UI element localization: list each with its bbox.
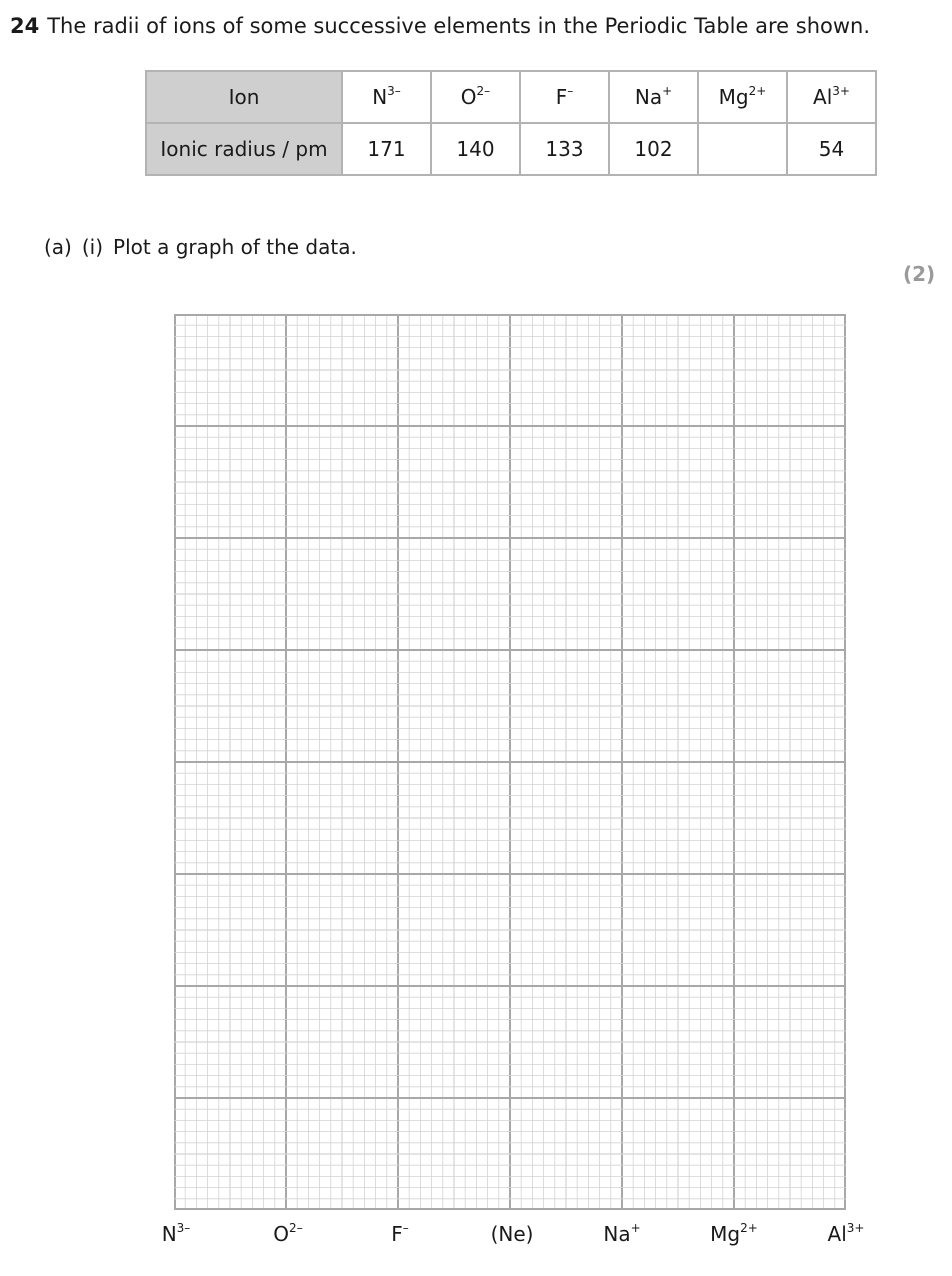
part-a-i xyxy=(44,233,367,261)
x-label-o: $O^{2-}$ xyxy=(273,1221,303,1246)
question-text xyxy=(10,12,870,40)
graph-grid[interactable] xyxy=(174,314,846,1210)
radius-cell: 171 xyxy=(342,123,431,175)
question-stem: The radii of ions of some successive elements in the Periodic Table are shown. xyxy=(47,14,871,38)
ion-row xyxy=(146,71,876,123)
ion-cell: $Mg^{2+}$ xyxy=(698,71,787,123)
part-instruction: Plot a graph of the data. xyxy=(113,235,357,259)
question-number: 24 xyxy=(10,14,40,38)
ion-cell: $Al^{3+}$ xyxy=(787,71,876,123)
radius-row xyxy=(146,123,876,175)
x-label-ne: (Ne) xyxy=(490,1222,534,1246)
ion-cell: $O^{2-}$ xyxy=(431,71,520,123)
ion-cell: Na+ xyxy=(609,71,698,123)
x-label-na: Na+ xyxy=(603,1221,641,1246)
radius-header: Ionic radius / pm xyxy=(146,123,342,175)
ionic-radius-table xyxy=(145,70,877,176)
ion-header: Ion xyxy=(146,71,342,123)
graph-paper[interactable] xyxy=(174,314,846,1210)
ion-cell: $N^{3-}$ xyxy=(342,71,431,123)
x-label-mg: $Mg^{2+}$ xyxy=(710,1221,758,1246)
marks-indicator: (2) xyxy=(903,262,936,286)
radius-cell: 54 xyxy=(787,123,876,175)
x-label-f: F– xyxy=(391,1221,409,1246)
part-label-a: (a) xyxy=(44,235,72,259)
x-label-al: $Al^{3+}$ xyxy=(827,1221,865,1246)
radius-cell: 102 xyxy=(609,123,698,175)
radius-cell: 133 xyxy=(520,123,609,175)
radius-cell: 140 xyxy=(431,123,520,175)
radius-cell-blank[interactable] xyxy=(698,123,787,175)
x-axis-labels xyxy=(0,1222,952,1256)
x-label-n: $N^{3-}$ xyxy=(161,1221,191,1246)
ion-cell: F– xyxy=(520,71,609,123)
part-label-i: (i) xyxy=(81,235,104,259)
